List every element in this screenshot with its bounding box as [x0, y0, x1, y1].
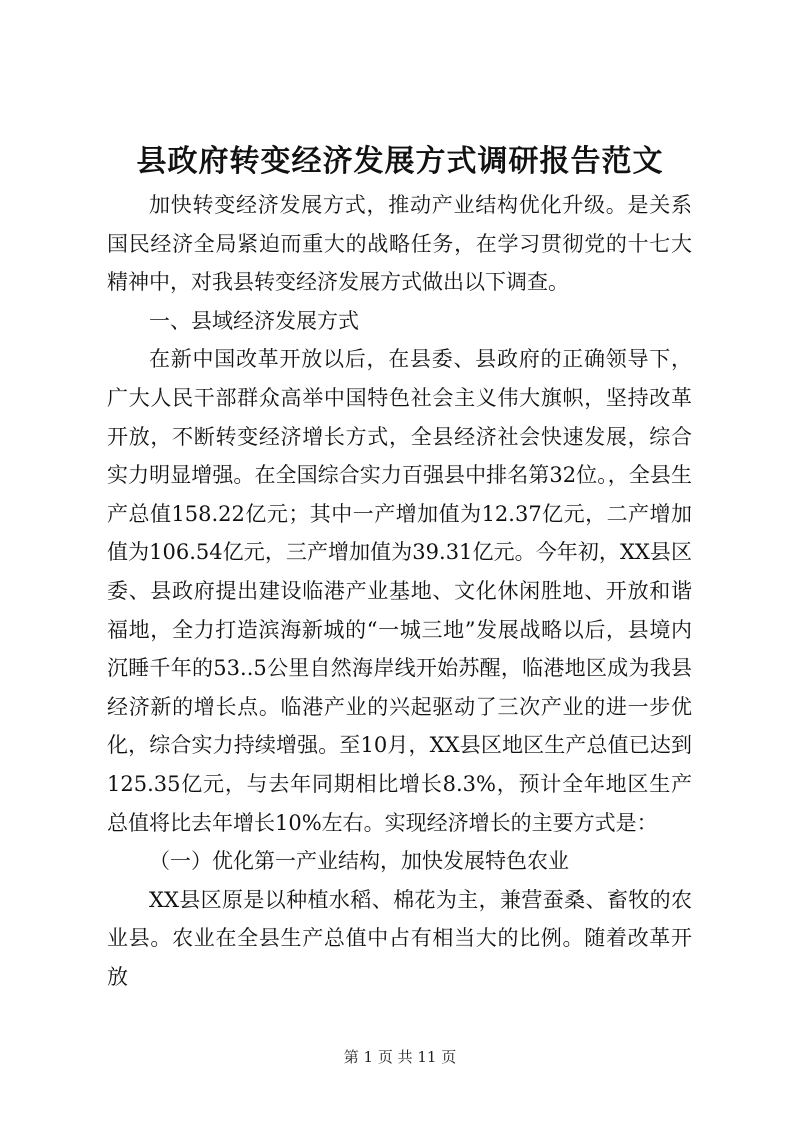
body-paragraph-continued: XX县区原是以种植水稻、棉花为主，兼营蚕桑、畜牧的农业县。农业在全县生产总值中占有相当大的比例。随着改革开放	[107, 887, 692, 989]
document-body	[107, 186, 692, 996]
subsection-heading: （一）优化第一产业结构，加快发展特色农业	[149, 849, 569, 874]
intro-paragraph: 加快转变经济发展方式，推动产业结构优化升级。是关系国民经济全局紧迫而重大的战略任务，在学习贯彻党的十七大精神中，对我县转变经济发展方式做出以下调查。	[107, 193, 692, 295]
page-number-footer: 第 1 页 共 11 页	[343, 1048, 457, 1066]
section-heading: 一、县域经济发展方式	[149, 308, 359, 333]
document-title: 县政府转变经济发展方式调研报告范文	[136, 144, 664, 179]
body-paragraph: 在新中国改革开放以后，在县委、县政府的正确领导下，广大人民干部群众高举中国特色社会主义伟大旗帜，坚持改革开放，不断转变经济增长方式，全县经济社会快速发展，综合实力明显增强。在全国综合实力百强县中排名第32位。，全县生产总值158.22亿元；其中一产增加值为12.37亿元，二产增加值为106.54亿元，三产增加值为39.31亿元。今年初，XX县区委、县政府提出建设临港产业基地、文化休闲胜地、开放和谐福地，全力打造滨海新城的“一城三地”发展战略以后，县境内沉睡千年的53..5公里自然海岸线开始苏醒，临港地区成为我县经济新的增长点。临港产业的兴起驱动了三次产业的进一步优化，综合实力持续增强。至10月，XX县区地区生产总值已达到125.35亿元，与去年同期相比增长8.3%，预计全年地区生产总值将比去年增长10%左右。实现经济增长的主要方式是：	[107, 347, 692, 835]
